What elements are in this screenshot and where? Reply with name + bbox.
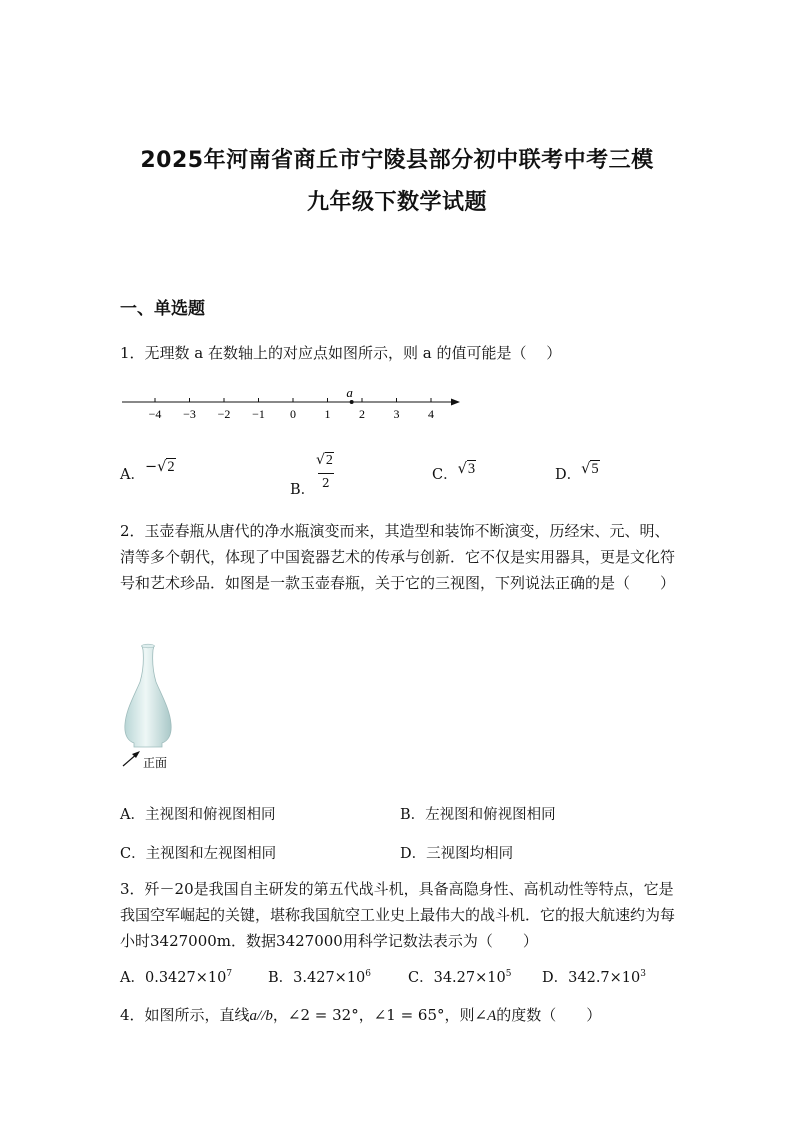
sqrt-icon: √ [316, 452, 325, 468]
tick-label: −4 [148, 407, 162, 421]
section-heading: 一、单选题 [120, 299, 205, 319]
q3-option-a[interactable]: A．$0.3427\times 10^7$ [120, 969, 233, 986]
q1-option-a-radicand: 2 [167, 459, 175, 475]
tick-label: −3 [183, 407, 196, 421]
sqrt-icon: √ [581, 461, 591, 477]
point-a-label: a [346, 385, 353, 400]
tick-label: 1 [324, 407, 331, 421]
q1-option-c[interactable] [432, 463, 476, 484]
q2-option-a[interactable]: A．主视图和俯视图相同 [120, 807, 276, 823]
tick-label: 3 [393, 407, 400, 421]
question-1-text: 1．无理数 a 在数轴上的对应点如图所示，则 a 的值可能是（ ） [120, 344, 562, 362]
q1-option-d-radicand: 5 [591, 461, 599, 477]
q1-option-c-radicand: 3 [467, 461, 476, 477]
page-title: 2025年河南省商丘市宁陵县部分初中联考中考三模 [140, 148, 654, 173]
question-2-text: 2．玉壶春瓶从唐代的净水瓶演变而来，其造型和装饰不断演变，历经宋、元、明、清等多个朝代，体现了中国瓷器艺术的传承与创新．它不仅是实用器具，更是文化符号和艺术珍品．如图是一款玉壶春瓶，关于它的三视图，下列说法正确的是（ ） [120, 522, 676, 592]
q1-option-b[interactable] [290, 452, 370, 496]
q2-option-d[interactable]: D．三视图均相同 [400, 846, 514, 862]
tick-label: 0 [290, 407, 296, 421]
sqrt-icon: √ [157, 459, 167, 475]
vase-icon [125, 646, 171, 747]
tick-label: −1 [252, 407, 265, 421]
tick-label: 2 [359, 407, 365, 421]
q1-option-d-label: D． [555, 467, 582, 483]
sqrt-icon: √ [457, 461, 467, 477]
question-3-text: 3．歼－20是我国自主研发的第五代战斗机，具备高隐身性、高机动性等特点，它是我国空军崛起的关键，堪称我国航空工业史上最伟大的战斗机．它的报大航速约为每小时3427000m．数据3427000用科学记数法表示为（ ） [120, 880, 676, 950]
q1-option-b-denominator: 2 [322, 476, 330, 490]
question-4-text: 4．如图所示，直线a//b，∠2 = 32°，∠1 = 65°，则∠A的度数（ ） [120, 1006, 602, 1024]
q3-option-c[interactable]: C．$34.27\times 10^5$ [408, 969, 512, 986]
point-a [350, 400, 354, 404]
fraction-bar [318, 473, 334, 474]
q1-option-a-prefix: − [144, 459, 158, 475]
q1-option-b-numerator: 2 [325, 453, 333, 468]
q2-option-c[interactable]: C．主视图和左视图相同 [120, 846, 277, 862]
tick-label: 4 [428, 407, 434, 421]
q1-option-a-label: A． [120, 467, 145, 483]
tick-label: −2 [217, 407, 231, 421]
number-line [118, 382, 468, 428]
vase-figure [118, 640, 180, 774]
q1-option-c-label: C． [432, 467, 458, 483]
q3-option-d[interactable]: D．$342.7\times 10^3$ [542, 969, 646, 986]
q1-option-d[interactable] [555, 463, 600, 484]
q2-option-b[interactable]: B．左视图和俯视图相同 [400, 807, 556, 823]
q1-option-a[interactable] [120, 459, 176, 484]
q1-option-b-label: B． [290, 482, 316, 498]
page-subtitle: 九年级下数学试题 [306, 190, 487, 215]
front-view-label: 正面 [143, 756, 168, 770]
q3-option-b[interactable]: B．$3.427\times 10^6$ [268, 969, 372, 986]
number-line-arrow [451, 399, 460, 406]
